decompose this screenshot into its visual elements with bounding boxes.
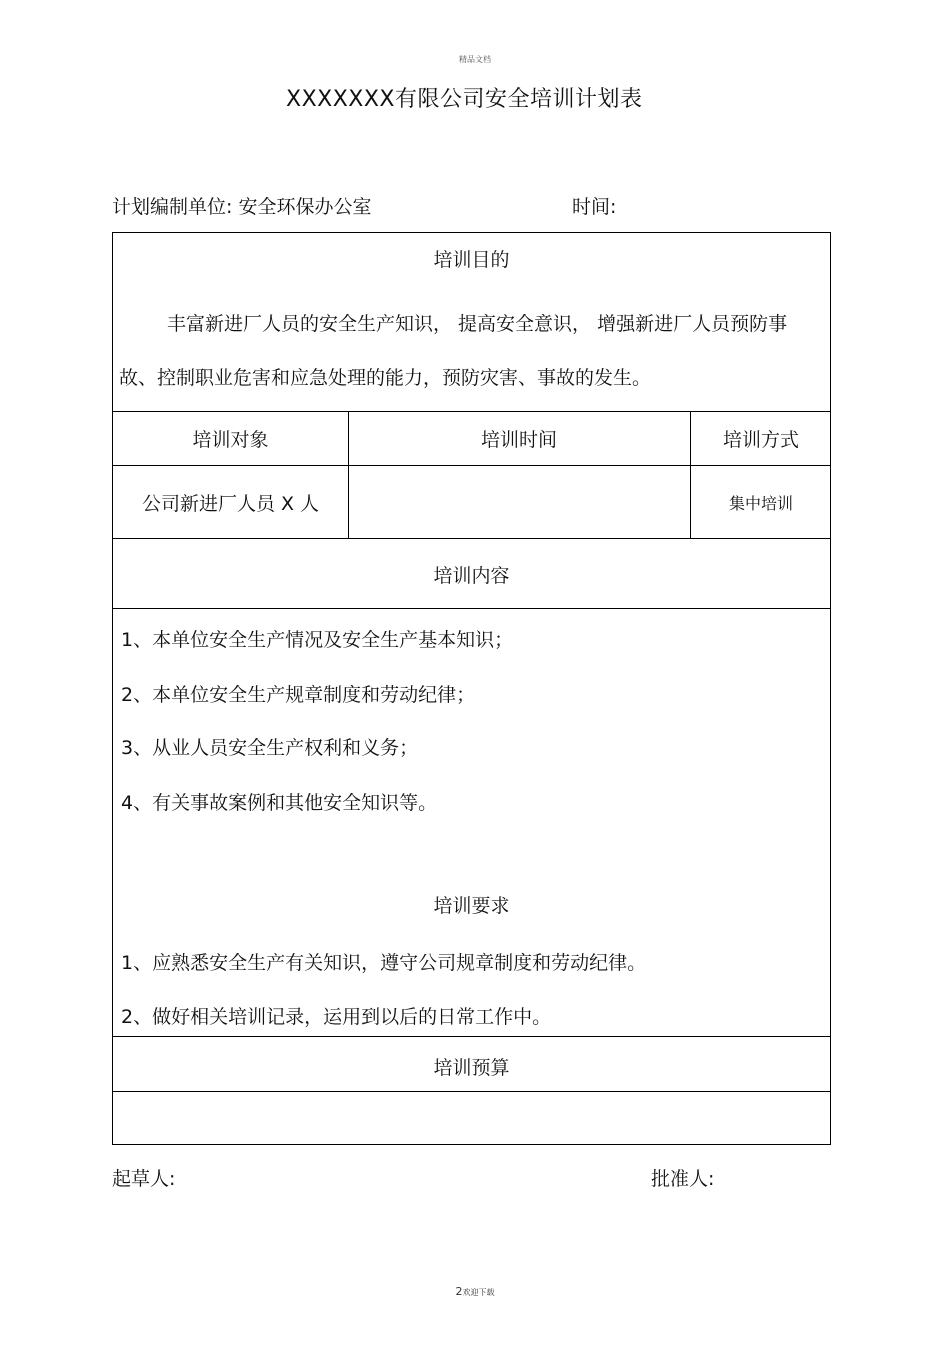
plan-unit-label: 计划编制单位: <box>112 196 233 218</box>
training-plan-table <box>112 232 831 1145</box>
footer-text: 欢迎下载 <box>462 1288 495 1297</box>
approver-label: 批准人: <box>651 1168 715 1190</box>
plan-unit-value: 安全环保办公室 <box>238 196 372 218</box>
header-note: 精品文档 <box>459 55 491 64</box>
drafter-label: 起草人: <box>112 1168 176 1190</box>
page-title: XXXXXXX有限公司安全培训计划表 <box>286 87 643 112</box>
content-heading: 培训内容 <box>433 565 510 587</box>
plan-unit <box>112 192 371 219</box>
purpose-heading: 培训目的 <box>433 249 510 271</box>
requirement-item-1: 1、应熟悉安全生产有关知识，遵守公司规章制度和劳动纪律。 <box>121 952 647 974</box>
cell-method: 集中培训 <box>728 494 793 513</box>
content-item-3: 3、从业人员安全生产权利和义务； <box>121 737 419 759</box>
requirement-item-2: 2、做好相关培训记录，运用到以后的日常工作中。 <box>121 1006 552 1028</box>
cell-target: 公司新进厂人员 X 人 <box>141 493 320 515</box>
purpose-text <box>119 297 816 405</box>
requirements-heading: 培训要求 <box>433 895 510 917</box>
header-time: 培训时间 <box>480 429 557 451</box>
plan-time-label: 时间: <box>572 196 617 218</box>
content-item-2: 2、本单位安全生产规章制度和劳动纪律； <box>121 684 476 706</box>
header-method: 培训方式 <box>722 429 799 451</box>
page-footer <box>0 1285 950 1298</box>
header-target: 培训对象 <box>192 429 269 451</box>
budget-heading: 培训预算 <box>433 1057 510 1079</box>
content-item-1: 1、本单位安全生产情况及安全生产基本知识； <box>121 629 514 651</box>
content-item-4: 4、有关事故案例和其他安全知识等。 <box>121 792 438 814</box>
purpose-paragraph: 丰富新进厂人员的安全生产知识， 提高安全意识， 增强新进厂人员预防事故、控制职业危害和应急处理的能力，预防灾害、事故的发生。 <box>119 313 788 389</box>
page-number: 2 <box>455 1285 463 1298</box>
